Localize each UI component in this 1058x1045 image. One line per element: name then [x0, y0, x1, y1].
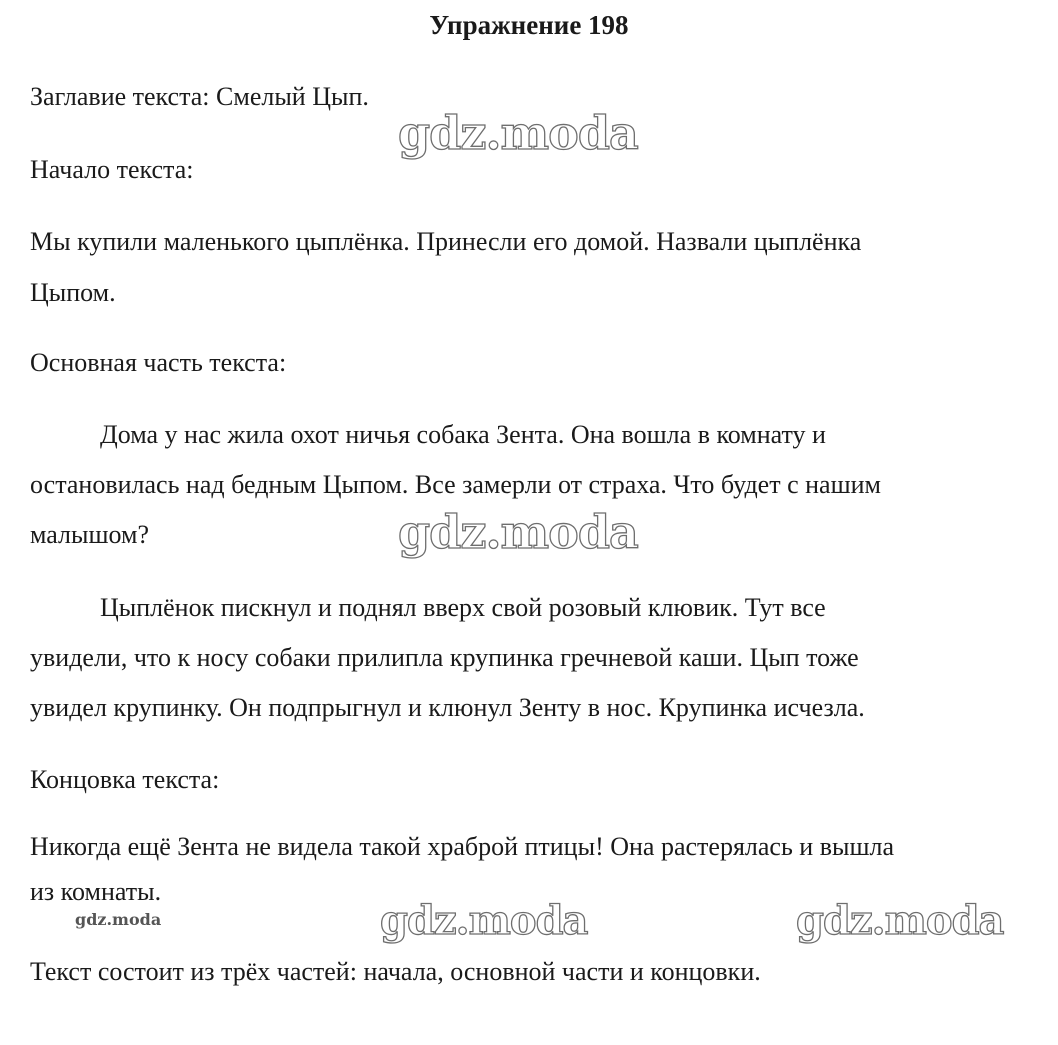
- main-paragraph-2-line-3: увидел крупинку. Он подпрыгнул и клюнул Зенту в нос. Крупинка исчезла.: [30, 693, 865, 722]
- beginning-label: Начало текста:: [30, 155, 194, 184]
- text-title-line: Заглавие текста: Смелый Цып.: [30, 82, 369, 111]
- main-paragraph-1-line-3: малышом?: [30, 520, 150, 549]
- watermark-small: gdz.moda: [75, 910, 162, 929]
- beginning-line-1: Мы купили маленького цыплёнка. Принесли его домой. Назвали цыплёнка: [30, 227, 862, 256]
- watermark-middle: gdz.moda: [398, 505, 638, 559]
- main-paragraph-1-line-1: Дома у нас жила охот ничья собака Зента. Она вошла в комнату и: [100, 420, 826, 449]
- ending-label: Концовка текста:: [30, 765, 220, 794]
- watermark-bottom-center: gdz.moda: [380, 897, 588, 944]
- exercise-heading: Упражнение 198: [429, 10, 629, 40]
- ending-line-1: Никогда ещё Зента не видела такой храброй птицы! Она растерялась и вышла: [30, 832, 895, 861]
- main-paragraph-1-line-2: остановилась над бедным Цыпом. Все замерли от страха. Что будет с нашим: [30, 470, 881, 499]
- watermark-top: gdz.moda: [398, 106, 638, 160]
- summary-line: Текст состоит из трёх частей: начала, основной части и концовки.: [30, 957, 761, 986]
- main-paragraph-2-line-1: Цыплёнок пискнул и поднял вверх свой розовый клювик. Тут все: [100, 593, 826, 622]
- watermark-bottom-right: gdz.moda: [796, 897, 1004, 944]
- main-part-label: Основная часть текста:: [30, 348, 287, 377]
- beginning-line-2: Цыпом.: [30, 278, 116, 307]
- main-paragraph-2-line-2: увидели, что к носу собаки прилипла крупинка гречневой каши. Цып тоже: [30, 643, 859, 672]
- ending-line-2: из комнаты.: [30, 877, 162, 906]
